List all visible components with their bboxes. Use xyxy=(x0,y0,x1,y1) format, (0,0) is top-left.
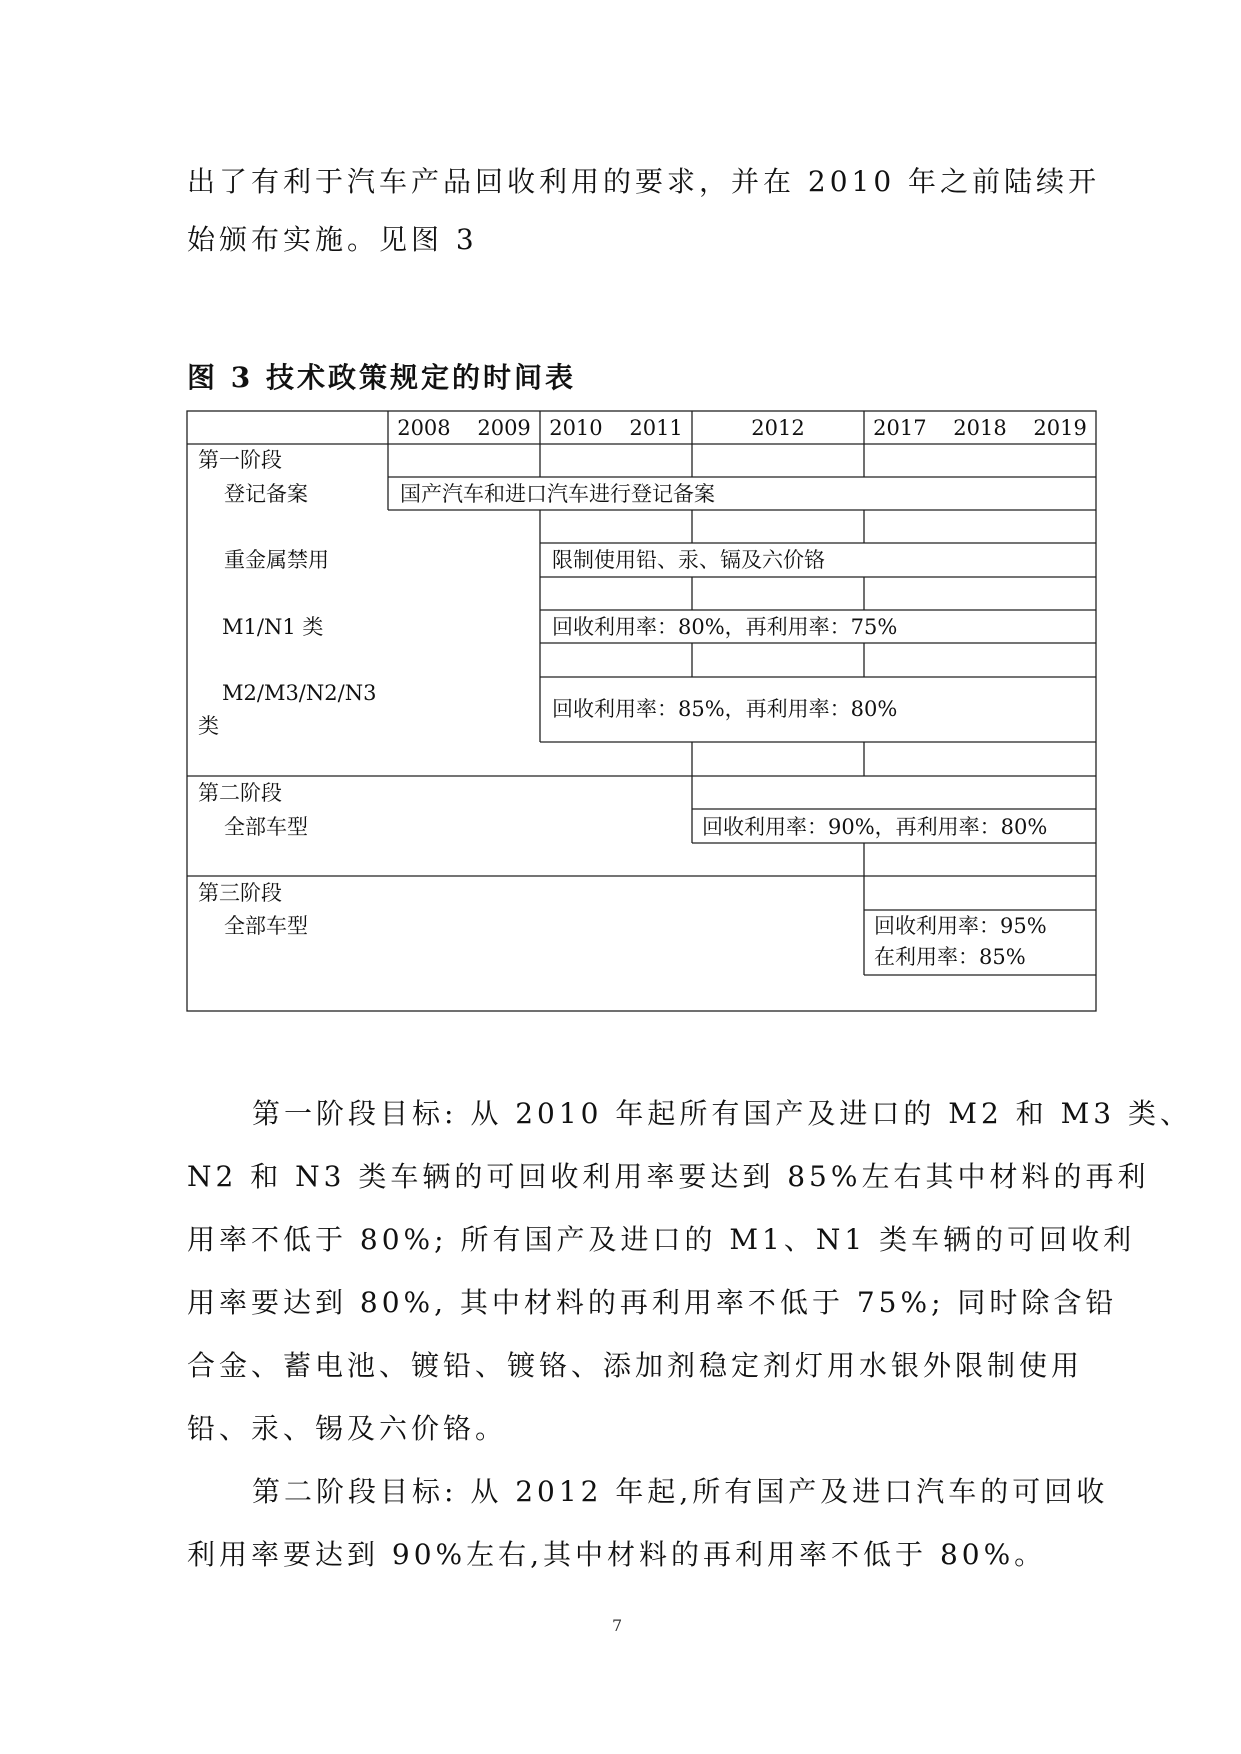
stage2-vehicles-label: 全部车型 xyxy=(224,815,308,839)
intro-line-2: 始颁布实施。见图 3 xyxy=(187,223,478,256)
stage3-text-line1: 回收利用率：95% xyxy=(874,914,1047,938)
header-2008-2009: 2008 2009 xyxy=(397,416,531,440)
stage1-label: 第一阶段 xyxy=(198,448,282,472)
stage1-m2-label-line1: M2/M3/N2/N3 xyxy=(222,681,377,705)
stage2-label: 第二阶段 xyxy=(198,781,282,805)
stage2-text: 回收利用率：90%，再利用率：80% xyxy=(702,815,1048,839)
p1-line-5: 合金、蓄电池、镀铅、镀铬、添加剂稳定剂灯用水银外限制使用 xyxy=(187,1349,1084,1382)
p2-line-1: 第二阶段目标: 从 2012 年起,所有国产及进口汽车的可回收 xyxy=(252,1475,1109,1508)
stage1-m1n1-text: 回收利用率：80%，再利用率：75% xyxy=(552,615,898,639)
p1-line-1: 第一阶段目标: 从 2010 年起所有国产及进口的 M2 和 M3 类、 xyxy=(252,1097,1192,1130)
figure-title: 图 3 技术政策规定的时间表 xyxy=(187,361,576,394)
stage1-m2-text: 回收利用率：85%，再利用率：80% xyxy=(552,697,898,721)
header-2017-2019: 2017 2018 2019 xyxy=(873,416,1087,440)
stage1-heavy-metal-text: 限制使用铅、汞、镉及六价铬 xyxy=(552,548,825,572)
stage1-m1n1-label: M1/N1 类 xyxy=(222,615,324,639)
p1-line-6: 铅、汞、锡及六价铬。 xyxy=(187,1412,508,1445)
stage1-m2-label-line2: 类 xyxy=(198,714,219,738)
stage1-registration-text: 国产汽车和进口汽车进行登记备案 xyxy=(400,482,715,506)
stage3-text-line2: 在利用率：85% xyxy=(874,945,1026,969)
intro-line-1: 出了有利于汽车产品回收利用的要求，并在 2010 年之前陆续开 xyxy=(187,165,1101,198)
p1-line-2: N2 和 N3 类车辆的可回收利用率要达到 85%左右其中材料的再利 xyxy=(187,1160,1150,1193)
p2-line-2: 利用率要达到 90%左右,其中材料的再利用率不低于 80%。 xyxy=(187,1538,1047,1571)
stage3-label: 第三阶段 xyxy=(198,881,282,905)
header-2010-2011: 2010 2011 xyxy=(549,416,683,440)
header-2012: 2012 xyxy=(751,416,805,440)
stage1-heavy-metal-label: 重金属禁用 xyxy=(224,548,329,572)
page-number: 7 xyxy=(612,1616,623,1635)
stage3-vehicles-label: 全部车型 xyxy=(224,914,308,938)
p1-line-4: 用率要达到 80%, 其中材料的再利用率不低于 75%; 同时除含铅 xyxy=(187,1286,1118,1319)
p1-line-3: 用率不低于 80%; 所有国产及进口的 M1、N1 类车辆的可回收利 xyxy=(187,1223,1136,1256)
stage1-registration-label: 登记备案 xyxy=(224,482,308,506)
